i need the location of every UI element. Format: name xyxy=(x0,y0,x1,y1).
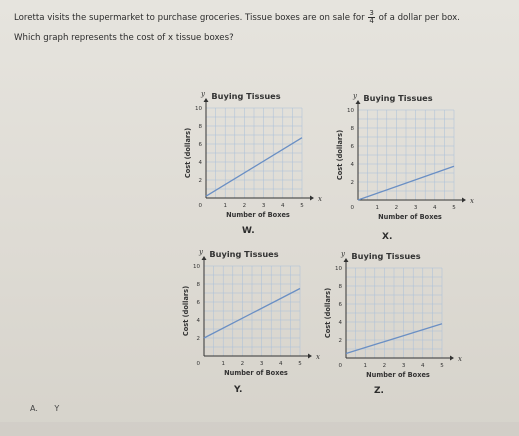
y-axis-letter: y xyxy=(199,248,203,256)
x-axis-label: Number of Boxes xyxy=(378,213,442,221)
x-tick-label: 2 xyxy=(242,203,247,209)
y-axis-label: Cost (dollars) xyxy=(336,129,344,181)
y-tick-label: 10 xyxy=(335,266,342,272)
question-text-before: Loretta visits the supermarket to purchase groceries. Tissue boxes are on sale for xyxy=(14,13,365,23)
y-tick-label: 10 xyxy=(193,264,200,270)
y-axis-arrow xyxy=(204,98,209,102)
x-axis-label: Number of Boxes xyxy=(224,369,288,377)
x-axis-label: Number of Boxes xyxy=(226,211,290,219)
y-axis-letter: y xyxy=(201,90,205,98)
footer-bar xyxy=(0,422,519,436)
option-y-label[interactable]: Y. xyxy=(234,385,243,395)
option-w-label[interactable]: W. xyxy=(242,226,255,236)
chart-y-svg xyxy=(176,246,326,406)
fraction xyxy=(368,10,374,25)
fraction-denominator: 4 xyxy=(369,17,374,25)
x-axis-arrow xyxy=(310,196,314,201)
chart-title: Buying Tissues xyxy=(209,249,279,259)
option-z-label[interactable]: Z. xyxy=(374,386,384,396)
y-tick-label: 2 xyxy=(196,336,200,342)
y-tick-label: 2 xyxy=(338,338,342,344)
answer-area[interactable] xyxy=(30,404,59,413)
y-tick-label: 2 xyxy=(198,178,202,184)
chart-grid xyxy=(206,108,302,198)
y-tick-label: 6 xyxy=(196,300,200,306)
x-axis-letter: x xyxy=(316,353,320,361)
graph-z[interactable] xyxy=(318,248,468,408)
x-axis-letter: x xyxy=(318,195,322,203)
y-axis-arrow xyxy=(344,258,349,262)
x-tick-label: 5 xyxy=(300,203,304,209)
x-tick-label: 2 xyxy=(382,363,387,369)
x-tick-label: 3 xyxy=(259,361,264,367)
chart-title: Buying Tissues xyxy=(363,93,433,103)
x-axis-arrow xyxy=(450,356,454,361)
y-tick-label: 10 xyxy=(195,106,202,112)
y-axis-label: Cost (dollars) xyxy=(182,285,190,337)
x-tick-label: 2 xyxy=(394,205,399,211)
x-axis-label: Number of Boxes xyxy=(366,371,430,379)
origin-label: 0 xyxy=(350,205,354,211)
x-tick-label: 1 xyxy=(223,203,227,209)
graph-w[interactable] xyxy=(178,88,328,248)
x-axis-arrow xyxy=(308,354,312,359)
chart-x-svg xyxy=(330,90,480,250)
x-tick-label: 5 xyxy=(452,205,456,211)
origin-label: 0 xyxy=(196,361,200,367)
y-axis-letter: y xyxy=(341,250,345,258)
y-axis-label: Cost (dollars) xyxy=(184,127,192,179)
y-axis-label: Cost (dollars) xyxy=(324,287,332,339)
question-text-after: of a dollar per box. xyxy=(378,13,460,23)
question-prompt: Which graph represents the cost of x tissue boxes? xyxy=(14,33,234,43)
y-axis-arrow xyxy=(356,100,361,104)
x-tick-label: 1 xyxy=(221,361,225,367)
y-tick-label: 8 xyxy=(196,282,200,288)
chart-grid xyxy=(346,268,442,358)
x-tick-label: 4 xyxy=(279,361,283,367)
y-tick-label: 2 xyxy=(350,180,354,186)
y-tick-label: 4 xyxy=(198,160,202,166)
y-axis-letter: y xyxy=(353,92,357,100)
y-tick-label: 10 xyxy=(347,108,354,114)
x-tick-label: 3 xyxy=(261,203,266,209)
chart-grid xyxy=(204,266,300,356)
x-tick-label: 5 xyxy=(440,363,444,369)
y-tick-label: 8 xyxy=(350,126,354,132)
y-axis-arrow xyxy=(202,256,207,260)
x-tick-label: 5 xyxy=(298,361,302,367)
x-tick-label: 1 xyxy=(363,363,367,369)
origin-label: 0 xyxy=(338,363,342,369)
chart-w-svg xyxy=(178,88,328,248)
y-tick-label: 6 xyxy=(198,142,202,148)
option-x-label[interactable]: X. xyxy=(382,232,393,242)
chart-z-svg xyxy=(318,248,468,408)
y-tick-label: 4 xyxy=(338,320,342,326)
x-tick-label: 4 xyxy=(433,205,437,211)
y-tick-label: 8 xyxy=(198,124,202,130)
chart-grid xyxy=(358,110,454,200)
y-tick-label: 6 xyxy=(338,302,342,308)
x-tick-label: 4 xyxy=(281,203,285,209)
answer-value[interactable]: Y xyxy=(54,404,60,413)
graph-y[interactable] xyxy=(176,246,326,406)
chart-title: Buying Tissues xyxy=(211,91,281,101)
x-axis-letter: x xyxy=(458,355,462,363)
x-tick-label: 2 xyxy=(240,361,245,367)
chart-title: Buying Tissues xyxy=(351,251,421,261)
x-tick-label: 3 xyxy=(413,205,418,211)
x-tick-label: 3 xyxy=(401,363,406,369)
x-axis-arrow xyxy=(462,198,466,203)
y-tick-label: 6 xyxy=(350,144,354,150)
y-tick-label: 8 xyxy=(338,284,342,290)
y-tick-label: 4 xyxy=(350,162,354,168)
graph-x[interactable] xyxy=(330,90,480,250)
y-tick-label: 4 xyxy=(196,318,200,324)
fraction-numerator: 3 xyxy=(369,9,374,17)
question-text xyxy=(14,10,509,45)
x-tick-label: 1 xyxy=(375,205,379,211)
x-axis-letter: x xyxy=(470,197,474,205)
origin-label: 0 xyxy=(198,203,202,209)
answer-label: A. xyxy=(30,404,38,413)
x-tick-label: 4 xyxy=(421,363,425,369)
